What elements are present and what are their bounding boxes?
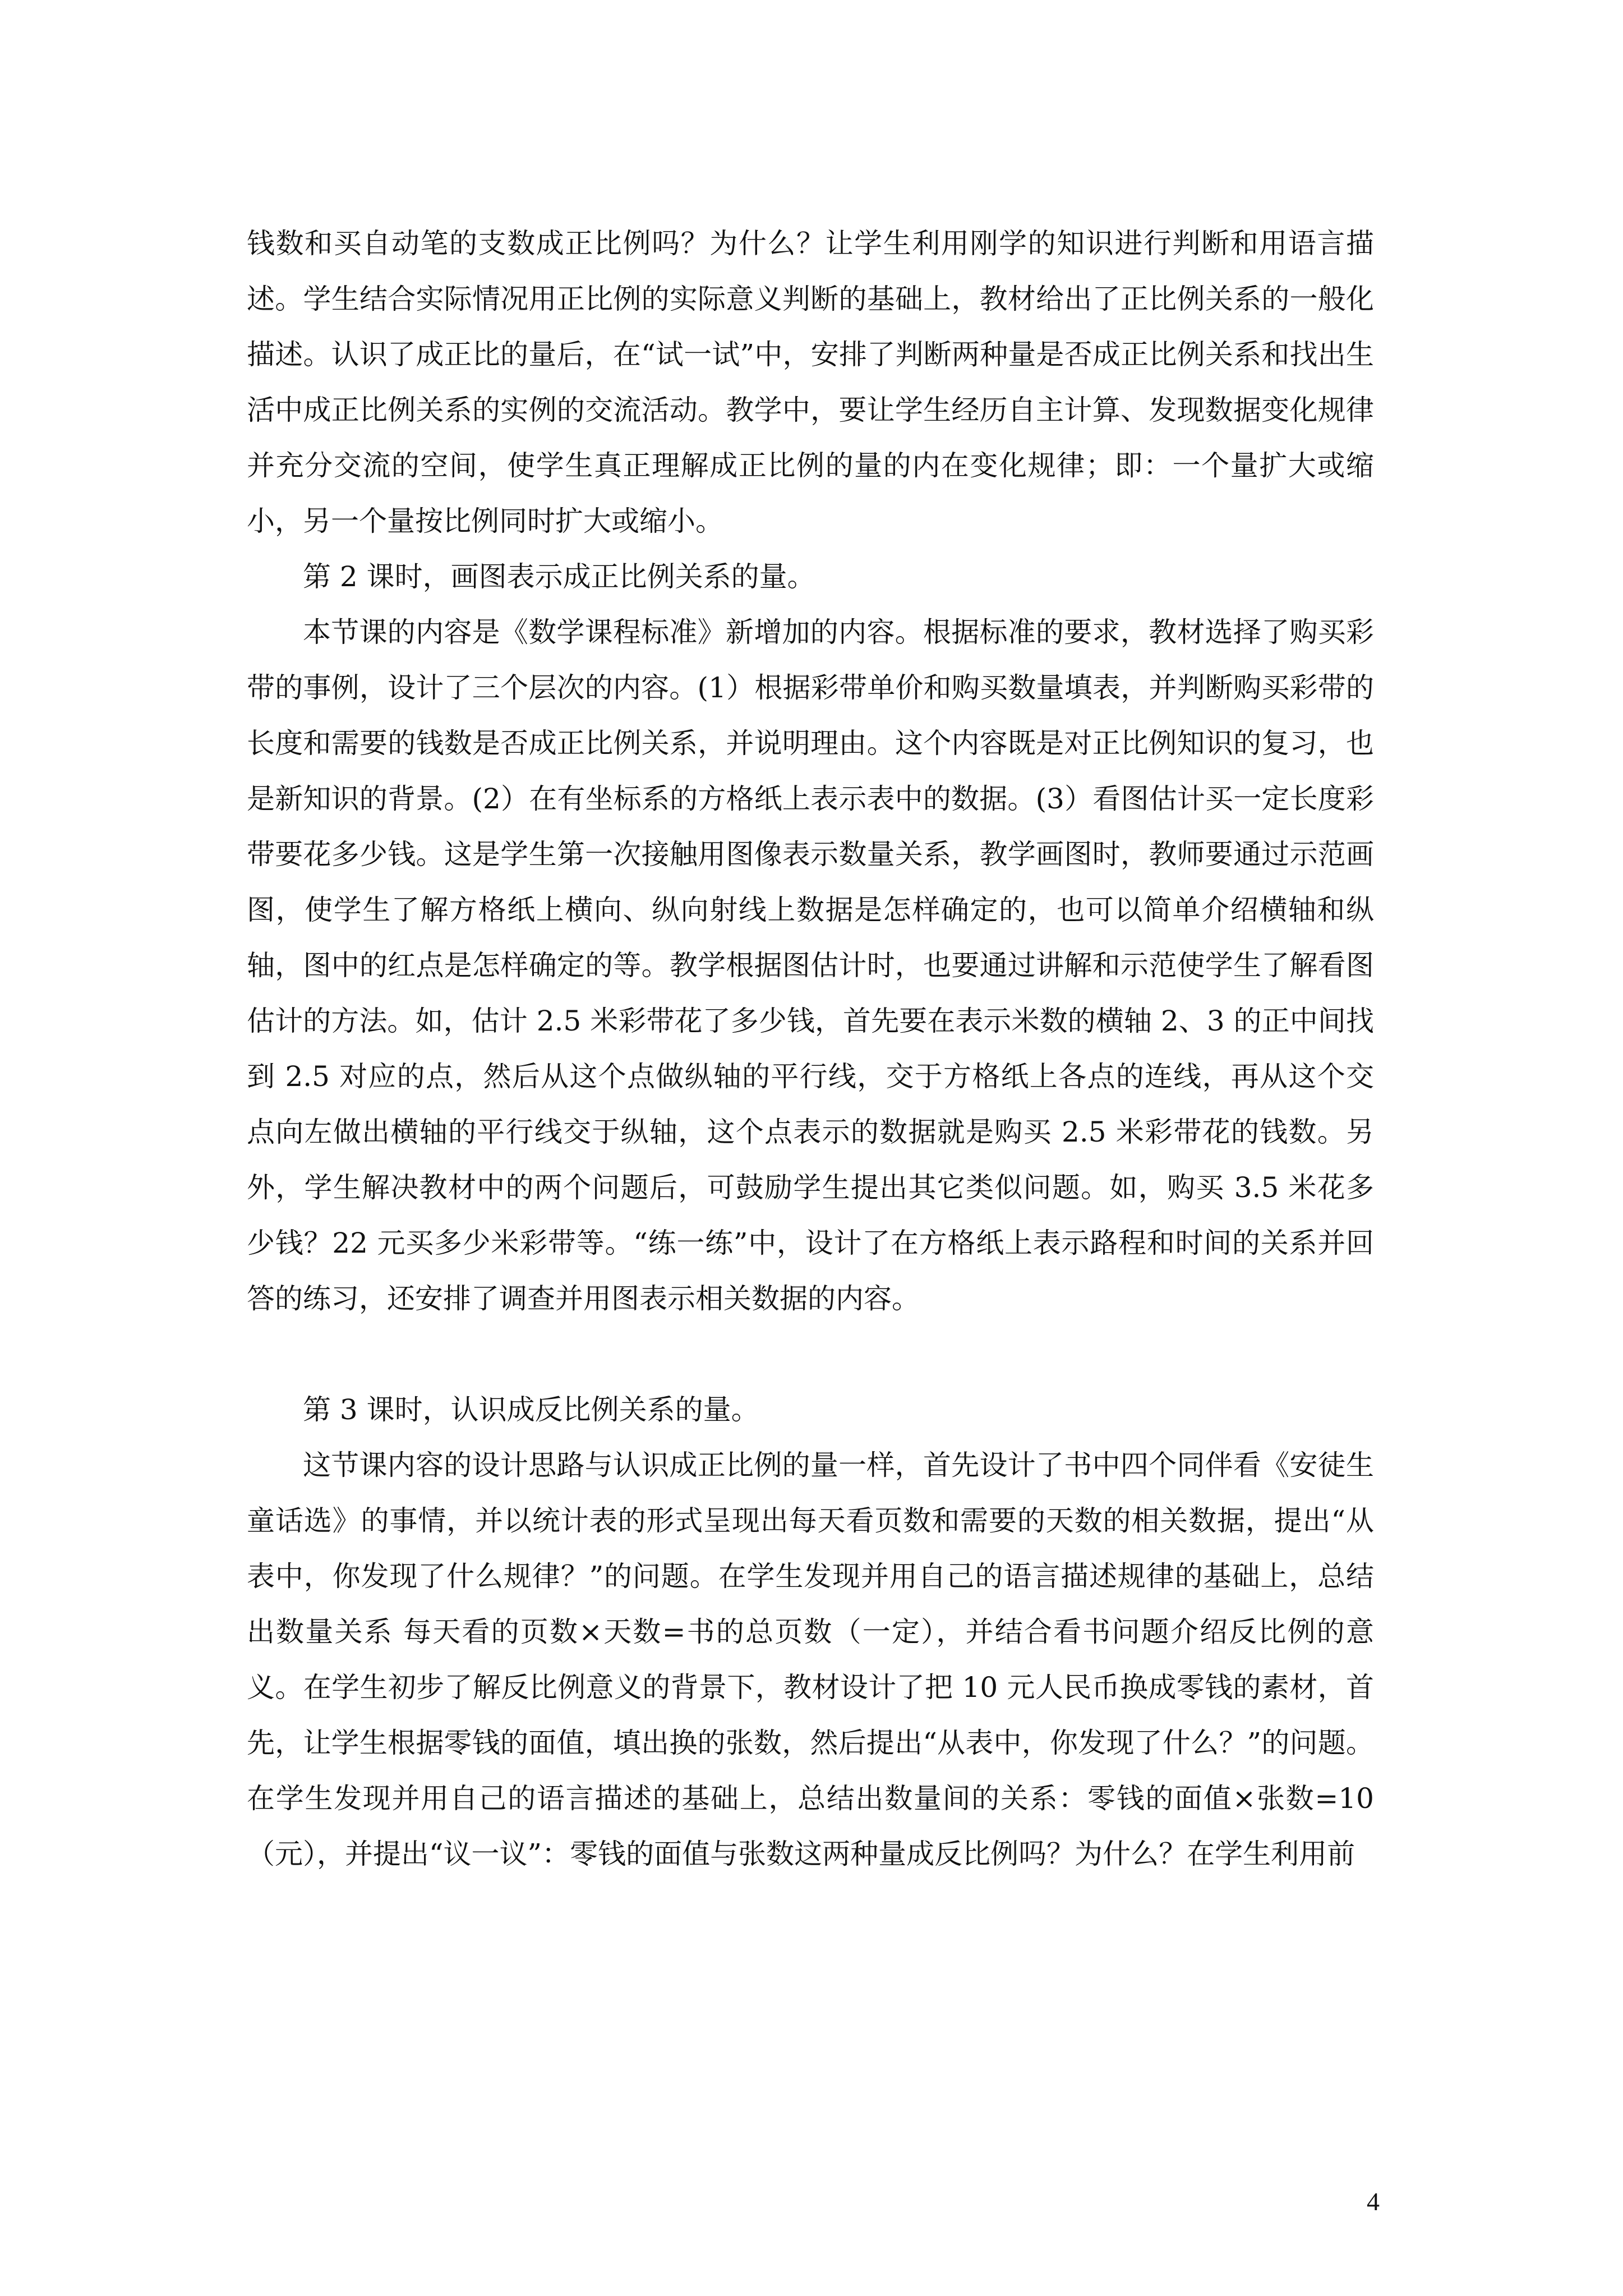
heading-lesson-2: 第 2 课时，画图表示成正比例关系的量。 (303, 560, 815, 593)
page-number: 4 (1367, 2187, 1380, 2216)
document-body (247, 216, 1374, 1882)
heading-lesson-3: 第 3 课时，认识成反比例关系的量。 (303, 1393, 759, 1426)
paragraph-lesson-2-content: 本节课的内容是《数学课程标准》新增加的内容。根据标准的要求，教材选择了购买彩带的事例，设计了三个层次的内容。(1）根据彩带单价和购买数量填表，并判断购买彩带的长度和需要的钱数是否成正比例关系，并说明理由。这个内容既是对正比例知识的复习，也是新知识的背景。(2）在有坐标系的方格纸上表示表中的数据。(3）看图估计买一定长度彩带要花多少钱。这是学生第一次接触用图像表示数量关系，教学画图时，教师要通过示范画图，使学生了解方格纸上横向、纵向射线上数据是怎样确定的，也可以简单介绍横轴和纵轴，图中的红点是怎样确定的等。教学根据图估计时，也要通过讲解和示范使学生了解看图估计的方法。如，估计 2.5 米彩带花了多少钱，首先要在表示米数的横轴 2、3 的正中间找到 2.5 对应的点，然后从这个点做纵轴的平行线，交于方格纸上各点的连线，再从这个交点向左做出横轴的平行线交于纵轴，这个点表示的数据就是购买 2.5 米彩带花的钱数。另外，学生解决教材中的两个问题后，可鼓励学生提出其它类似问题。如，购买 3.5 米花多少钱？22 元买多少米彩带等。“练一练”中，设计了在方格纸上表示路程和时间的关系并回答的练习，还安排了调查并用图表示相关数据的内容。 (247, 616, 1374, 1315)
paragraph-direct-proportion-intro: 钱数和买自动笔的支数成正比例吗？为什么？让学生利用刚学的知识进行判断和用语言描述。学生结合实际情况用正比例的实际意义判断的基础上，教材给出了正比例关系的一般化描述。认识了成正比的量后，在“试一试”中，安排了判断两种量是否成正比例关系和找出生活中成正比例关系的实例的交流活动。教学中，要让学生经历自主计算、发现数据变化规律并充分交流的空间，使学生真正理解成正比例的量的内在变化规律；即：一个量扩大或缩小，另一个量按比例同时扩大或缩小。 (247, 227, 1374, 537)
paragraph-lesson-3-content: 这节课内容的设计思路与认识成正比例的量一样，首先设计了书中四个同伴看《安徒生童话选》的事情，并以统计表的形式呈现出每天看页数和需要的天数的相关数据，提出“从表中，你发现了什么规律？”的问题。在学生发现并用自己的语言描述规律的基础上，总结出数量关系 每天看的页数×天数=书的总页数（一定），并结合看书问题介绍反比例的意义。在学生初步了解反比例意义的背景下，教材设计了把 10 元人民币换成零钱的素材，首先，让学生根据零钱的面值，填出换的张数，然后提出“从表中，你发现了什么？”的问题。在学生发现并用自己的语言描述的基础上，总结出数量间的关系：零钱的面值×张数=10（元），并提出“议一议”：零钱的面值与张数这两种量成反比例吗？为什么？在学生利用前 (247, 1449, 1374, 1870)
paragraph-spacer (247, 1327, 1374, 1382)
